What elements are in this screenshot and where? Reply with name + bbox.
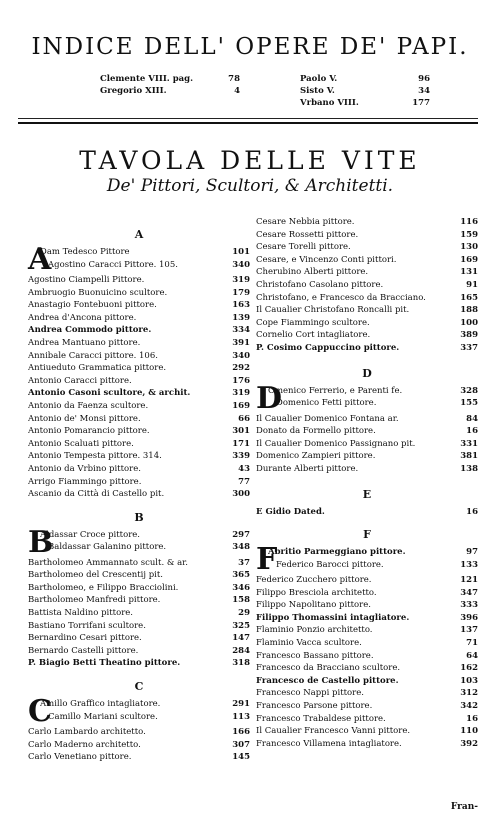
list-item [256,342,478,355]
entry-name: Francesco Parsone pittore. [256,701,373,712]
list-item [256,587,478,600]
page-number: 162 [460,663,478,674]
tavola-title: TAVOLA DELLE VITE [79,146,421,175]
entry-name: Francesco Bassano pittore. [256,650,374,661]
entry-name: Bernardino Cesari pittore. [28,633,142,644]
page-number: 37 [238,557,250,568]
section-b-entries [28,557,250,670]
list-item [28,387,250,400]
page-number: 318 [232,658,250,669]
entry-name: Agostino Ciampelli Pittore. [28,275,145,285]
section-a-entries [28,274,250,501]
list-item [28,751,250,764]
list-item [28,488,250,501]
index-page: 78 [228,74,240,84]
list-item [28,413,250,426]
list-item [28,375,250,388]
list-item [28,324,250,337]
page-number: 139 [232,312,250,323]
divider-rule [18,118,478,119]
list-item [28,632,250,645]
entry-name: Antonio Pomarancio pittore. [28,426,150,437]
list-item [28,287,250,300]
page-number: 334 [232,325,250,336]
entry-name: Flaminio Ponzio architetto. [256,625,373,636]
section-letter: A [134,228,144,241]
page-number: 130 [460,242,478,253]
entry-name: Arrigo Fiammingo pittore. [28,476,142,487]
catchword: Fran- [450,802,478,812]
list-item [256,650,478,663]
list-item [28,557,250,570]
list-item [28,582,250,595]
list-item [256,292,478,305]
list-item [28,312,250,325]
list-item [256,612,478,625]
page-number: 339 [232,451,250,462]
entry-name: E Gidio Dated. [256,506,325,517]
entry-name: Antiueduto Grammatica pittore. [28,363,167,374]
entry-name: Il Caualier Francesco Vanni pittore. [256,726,411,737]
page-number: 340 [232,259,250,270]
page-number: 100 [460,317,478,328]
page-number: 97 [466,547,478,558]
page-number: 292 [232,363,250,374]
list-item [256,675,478,688]
index-page: 34 [418,86,430,96]
entry-name: Antonio da Faenza scultore. [28,400,149,411]
page-number: 16 [466,506,478,517]
list-item [256,713,478,726]
entry-name: Antonio Casoni scultore, & archit. [28,388,191,399]
entry-name: Cesare Torelli pittore. [256,242,351,253]
page-number: 347 [460,587,478,598]
page-number: 337 [460,342,478,353]
page-number: 179 [232,287,250,298]
page-number: 392 [460,738,478,749]
page-number: 169 [460,254,478,265]
list-item [28,450,250,463]
papi-index-left [100,73,240,97]
initial-block [28,242,250,277]
list-item [28,274,250,287]
list-item [256,229,478,242]
section-c-entries [28,726,250,764]
entry-name: Antonio Scaluati pittore. [28,438,134,449]
entry-name: Christofano Casolano pittore. [256,279,384,290]
list-item [28,425,250,438]
list-item [256,266,478,279]
entry-name: Domenico Fetti pittore. [276,398,377,409]
list-item [28,607,250,620]
page-number: 333 [460,600,478,611]
page-number: 166 [232,727,250,738]
list-item [256,463,478,476]
entry-name: Il Caualier Christofano Roncalli pit. [256,305,410,316]
page-number: 133 [460,559,478,570]
page-number: 176 [232,375,250,386]
section-f-entries [256,574,478,750]
list-item [256,506,478,519]
index-row [300,97,430,109]
list-item [256,254,478,267]
initial-block [28,524,250,560]
list-item [28,711,250,724]
page-number: 319 [232,275,250,285]
page-number: 138 [460,463,478,474]
list-item [256,700,478,713]
list-item [28,259,250,272]
page-number: 396 [460,612,478,623]
entry-name: Francesco de Castello pittore. [256,675,399,686]
page-number: 16 [466,426,478,437]
page-number: 312 [460,688,478,699]
entry-name: Abritio Parmeggiano pittore. [268,547,406,558]
page-number: 346 [232,582,250,593]
list-item [256,450,478,463]
page-number: 155 [460,398,478,409]
drop-cap: C [28,694,52,730]
initial-block [256,380,478,416]
entry-name: Bartholomeo Ammannato scult. & ar. [28,557,189,568]
list-item [28,362,250,375]
page-number: 301 [232,426,250,437]
entry-name: Antonio da Vrbino pittore. [28,463,141,474]
page-number: 147 [232,633,250,644]
entry-name: Bartholomeo, e Filippo Bracciolini. [28,582,179,593]
entry-name: Donato da Formello pittore. [256,426,376,437]
page-number: 307 [232,739,250,750]
page-number: 145 [232,752,250,763]
list-item [256,241,478,254]
entry-name: Christofano, e Francesco da Bracciano. [256,292,426,303]
index-name: Vrbano VIII. [300,98,359,108]
list-item [256,637,478,650]
page-number: 163 [232,300,250,311]
list-item [256,279,478,292]
entry-name: Dam Tedesco Pittore [40,247,130,257]
list-item [256,397,478,410]
list-item [28,541,250,554]
page-number: 381 [460,451,478,462]
list-item [28,337,250,350]
list-item [28,529,250,542]
drop-cap: B [28,524,54,560]
list-item [256,559,478,572]
drop-cap: D [256,380,283,416]
page-number: 300 [232,489,250,500]
page-number: 116 [460,217,478,227]
list-item [256,599,478,612]
entry-name: Agostino Caracci Pittore. 105. [48,259,178,270]
page-number: 169 [232,400,250,411]
entry-name: Omenico Ferrerio, e Parenti fe. [268,385,403,396]
list-item [256,574,478,587]
page-number: 188 [460,305,478,316]
index-name: Sisto V. [300,86,335,96]
list-item [28,657,250,670]
entry-name: Bartholomeo del Crescentij pit. [28,570,163,581]
initial-block [256,542,478,578]
page-number: 131 [460,267,478,278]
entry-name: P. Biagio Betti Theatino pittore. [28,658,181,669]
papi-index-right [300,73,430,109]
page-number: 77 [238,476,250,487]
page-number: 64 [466,650,478,661]
entry-name: Cornelio Cort intagliatore. [256,330,371,341]
entry-name: Il Caualier Domenico Passignano pit. [256,438,416,449]
entry-name: Domenico Zampieri pittore. [256,451,376,462]
entry-name: Francesco da Bracciano scultore. [256,663,401,674]
list-item [28,569,250,582]
list-item [28,438,250,451]
entry-name: Federico Barocci pittore. [276,559,384,570]
list-item [256,329,478,342]
entry-name: Carlo Maderno architetto. [28,739,141,750]
index-name: Paolo V. [300,74,338,84]
entry-name: Bartholomeo Manfredi pittore. [28,595,161,606]
page-number: 121 [460,575,478,586]
section-c-continued [256,216,478,355]
page-number: 16 [466,713,478,724]
page-number: 325 [232,620,250,631]
page-number: 171 [232,438,250,449]
page-number: 365 [232,570,250,581]
index-row [100,85,240,97]
page-number: 29 [238,608,250,619]
page-number: 284 [232,645,250,656]
drop-cap: A [28,242,52,277]
entry-name: Filippo Napolitano pittore. [256,600,371,611]
page-number: 297 [232,529,250,540]
index-page: 4 [234,86,240,96]
entry-name: Battista Naldino pittore. [28,608,133,619]
list-item [28,739,250,752]
entry-name: Cesare Rossetti pittore. [256,229,359,240]
index-row [300,85,430,97]
initial-block [28,694,250,730]
entry-name: Cesare Nebbia pittore. [256,217,355,227]
page-number: 137 [460,625,478,636]
entry-name: Carlo Lambardo architetto. [28,727,146,738]
page-number: 391 [232,337,250,348]
index-name: Gregorio XIII. [100,86,167,96]
list-item [256,304,478,317]
page-number: 159 [460,229,478,240]
index-row [100,73,240,85]
entry-name: Andrea d'Ancona pittore. [28,312,137,323]
entry-name: Antonio Caracci pittore. [28,375,132,386]
entry-name: Amillo Graffico intagliatore. [40,699,161,710]
list-item [256,317,478,330]
page-number: 91 [466,279,478,290]
list-item [28,698,250,711]
list-item [28,594,250,607]
entry-name: Francesco Trabaldese pittore. [256,713,386,724]
entry-name: Antonio Tempesta pittore. 314. [28,451,162,462]
entry-name: Cesare, e Vincenzo Conti pittori. [256,254,397,265]
entry-name: Bernardo Castelli pittore. [28,645,139,656]
page-number: 331 [460,438,478,449]
entry-name: Antonio de' Monsi pittore. [28,413,141,424]
entry-name: Cope Fiammingo scultore. [256,317,370,328]
list-item [28,463,250,476]
entry-name: Durante Alberti pittore. [256,463,359,474]
entry-name: Ascanio da Città di Castello pit. [28,489,165,500]
tavola-subtitle: De' Pittori, Scultori, & Architetti. [106,176,394,196]
page-number: 348 [232,542,250,553]
page-number: 113 [232,711,250,722]
page-number: 389 [460,330,478,341]
list-item [28,350,250,363]
list-item [256,413,478,426]
page-number: 43 [238,463,250,474]
index-page: 177 [412,98,430,108]
list-item [256,546,478,559]
page-number: 165 [460,292,478,303]
entry-name: Aldassar Croce pittore. [40,529,141,540]
list-item [28,299,250,312]
entry-name: Filippo Bresciola architetto. [256,587,377,598]
list-item [256,425,478,438]
page-number: 110 [460,726,478,737]
entry-name: Bastiano Torrifani scultore. [28,620,146,631]
page-number: 319 [232,388,250,399]
entry-name: Andrea Mantuano pittore. [28,337,141,348]
right-column [256,216,478,750]
index-row [300,73,430,85]
entry-name: Francesco Villamena intagliatore. [256,738,402,749]
section-letter: B [134,510,144,524]
list-item [256,385,478,398]
page-number: 71 [466,638,478,649]
list-item [256,216,478,229]
entry-name: Andrea Commodo pittore. [28,325,152,336]
entry-name: Flaminio Vacca scultore. [256,638,362,649]
list-item [256,624,478,637]
list-item [256,738,478,751]
list-item [256,725,478,738]
page-number: 291 [232,699,250,710]
entry-name: Cherubino Alberti pittore. [256,267,369,278]
section-letter: C [134,680,144,694]
list-item [28,476,250,489]
entry-name: Il Caualier Domenico Fontana ar. [256,413,399,424]
page-number: 101 [232,247,250,257]
page-number: 158 [232,595,250,606]
entry-name: Baldassar Galanino pittore. [48,542,167,553]
drop-cap: F [256,542,278,578]
page-number: 103 [460,675,478,686]
entry-name: Annibale Caracci pittore. 106. [28,350,158,361]
entry-name: Federico Zucchero pittore. [256,575,372,586]
page-number: 340 [232,350,250,361]
entry-name: P. Cosimo Cappuccino pittore. [256,342,400,353]
section-letter: E [362,487,372,501]
entry-name: Camillo Mariani scultore. [48,711,158,722]
page-number: 84 [466,413,478,424]
list-item [256,438,478,451]
entry-name: Carlo Venetiano pittore. [28,752,132,763]
entry-name: Anastagio Fontebuoni pittore. [28,300,157,311]
list-item [28,620,250,633]
list-item [256,662,478,675]
list-item [28,645,250,658]
page-number: 328 [460,385,478,396]
list-item [28,400,250,413]
divider-rule-thick [18,122,478,124]
page-number: 66 [238,413,250,424]
list-item [28,726,250,739]
list-item [256,687,478,700]
left-column [28,224,250,764]
index-name: Clemente VIII. pag. [100,74,194,84]
page-number: 342 [460,701,478,712]
entry-name: Filippo Thomassini intagliatore. [256,612,410,623]
entry-name: Ambruogio Buonuicino scultore. [28,287,168,298]
section-letter: D [362,366,372,380]
section-letter: F [363,528,371,542]
section-d-entries [256,413,478,476]
entry-name: Francesco Nappi pittore. [256,688,364,699]
list-item [28,246,250,259]
header-title: INDICE DELL' OPERE DE' PAPI. [31,34,469,60]
index-page: 96 [418,74,430,84]
